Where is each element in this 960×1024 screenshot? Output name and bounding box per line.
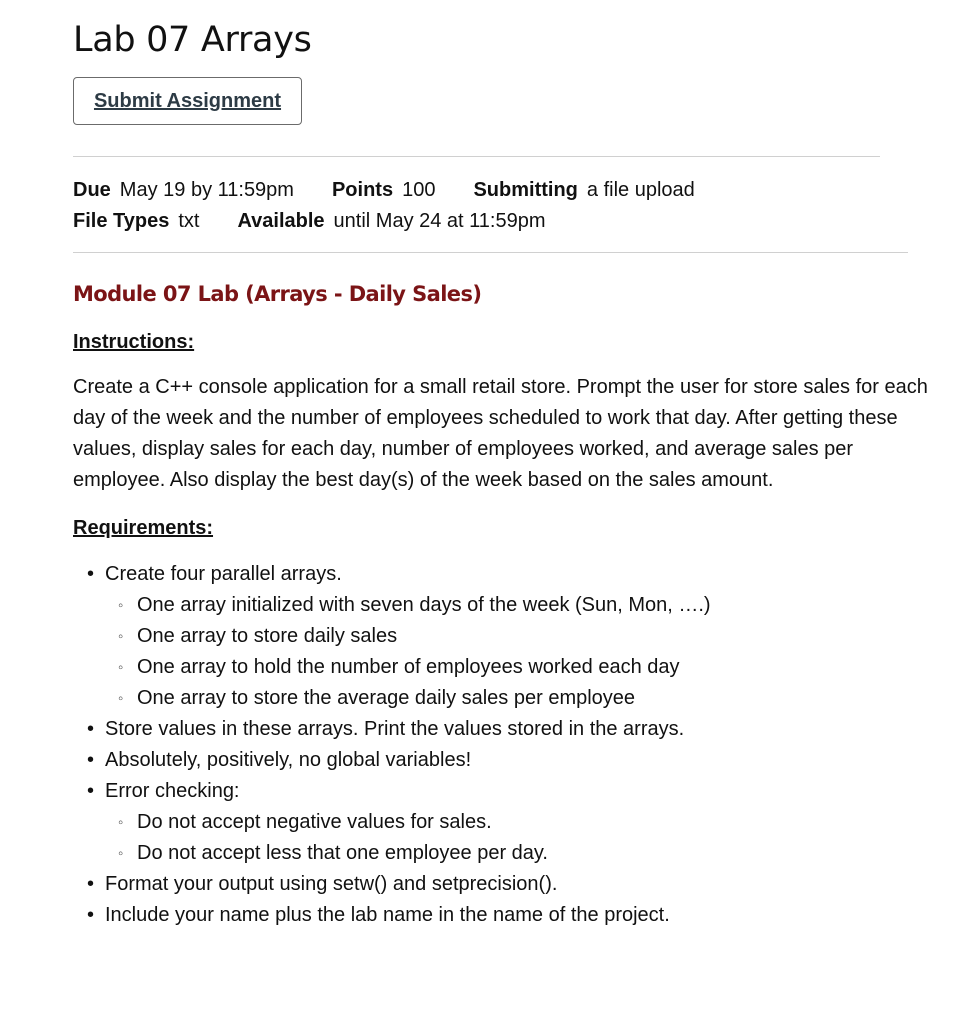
- sub-requirement-item: ◦ One array to store daily sales: [137, 621, 933, 652]
- details-row-1: [73, 175, 933, 206]
- available-value: until May 24 at 11:59pm: [333, 210, 546, 232]
- instructions-text: Create a C++ console application for a small retail store. Prompt the user for store sales for each day of the week and the number of employees scheduled to work that day. After getting these values, display sales for each day, number of employees worked, and average sales per employee. Also display the best day(s) of the week based on the sales amount.: [73, 376, 928, 491]
- requirement-text: Include your name plus the lab name in the name of the project.: [105, 904, 670, 926]
- sub-requirement-item: ◦ Do not accept negative values for sales.: [137, 807, 933, 838]
- due-label: Due: [73, 179, 111, 201]
- file-types-value: txt: [178, 210, 200, 232]
- requirement-item: [105, 559, 933, 714]
- requirements-heading: Requirements:: [73, 517, 214, 539]
- requirement-item: [105, 745, 933, 776]
- assignment-details: [73, 175, 933, 237]
- points-value: 100: [402, 179, 436, 201]
- submitting-label: Submitting: [473, 179, 578, 201]
- available-label: Available: [237, 210, 325, 232]
- requirement-sublist: [105, 807, 933, 869]
- file-types-label: File Types: [73, 210, 170, 232]
- requirement-text: Error checking:: [105, 780, 240, 802]
- requirement-text: Create four parallel arrays.: [105, 563, 342, 585]
- divider: [73, 156, 880, 157]
- divider: [73, 252, 908, 253]
- requirement-sublist: [105, 590, 933, 714]
- sub-requirement-item: ◦ One array to hold the number of employees worked each day: [137, 652, 933, 683]
- requirement-text: Format your output using setw() and setprecision().: [105, 873, 558, 895]
- sub-requirement-item: ◦ One array initialized with seven days of the week (Sun, Mon, ….): [137, 590, 933, 621]
- requirement-item: [105, 869, 933, 900]
- requirements-list: [73, 559, 933, 931]
- sub-requirement-item: ◦ One array to store the average daily sales per employee: [137, 683, 933, 714]
- sub-requirement-item: ◦ Do not accept less that one employee per day.: [137, 838, 933, 869]
- page-title: Lab 07 Arrays: [73, 20, 312, 60]
- requirement-text: Absolutely, positively, no global variables!: [105, 749, 472, 771]
- assignment-page: [73, 18, 933, 931]
- points-label: Points: [331, 179, 394, 201]
- submit-assignment-button[interactable]: Submit Assignment: [73, 77, 302, 125]
- module-heading: Module 07 Lab (Arrays - Daily Sales): [73, 282, 482, 306]
- requirement-text: Store values in these arrays. Print the values stored in the arrays.: [105, 718, 685, 740]
- requirement-item: [105, 900, 933, 931]
- details-row-2: [73, 206, 933, 237]
- requirement-item: [105, 714, 933, 745]
- instructions-heading: Instructions:: [73, 331, 195, 353]
- requirement-item: [105, 776, 933, 869]
- due-value: May 19 by 11:59pm: [119, 179, 294, 201]
- submitting-value: a file upload: [586, 179, 695, 201]
